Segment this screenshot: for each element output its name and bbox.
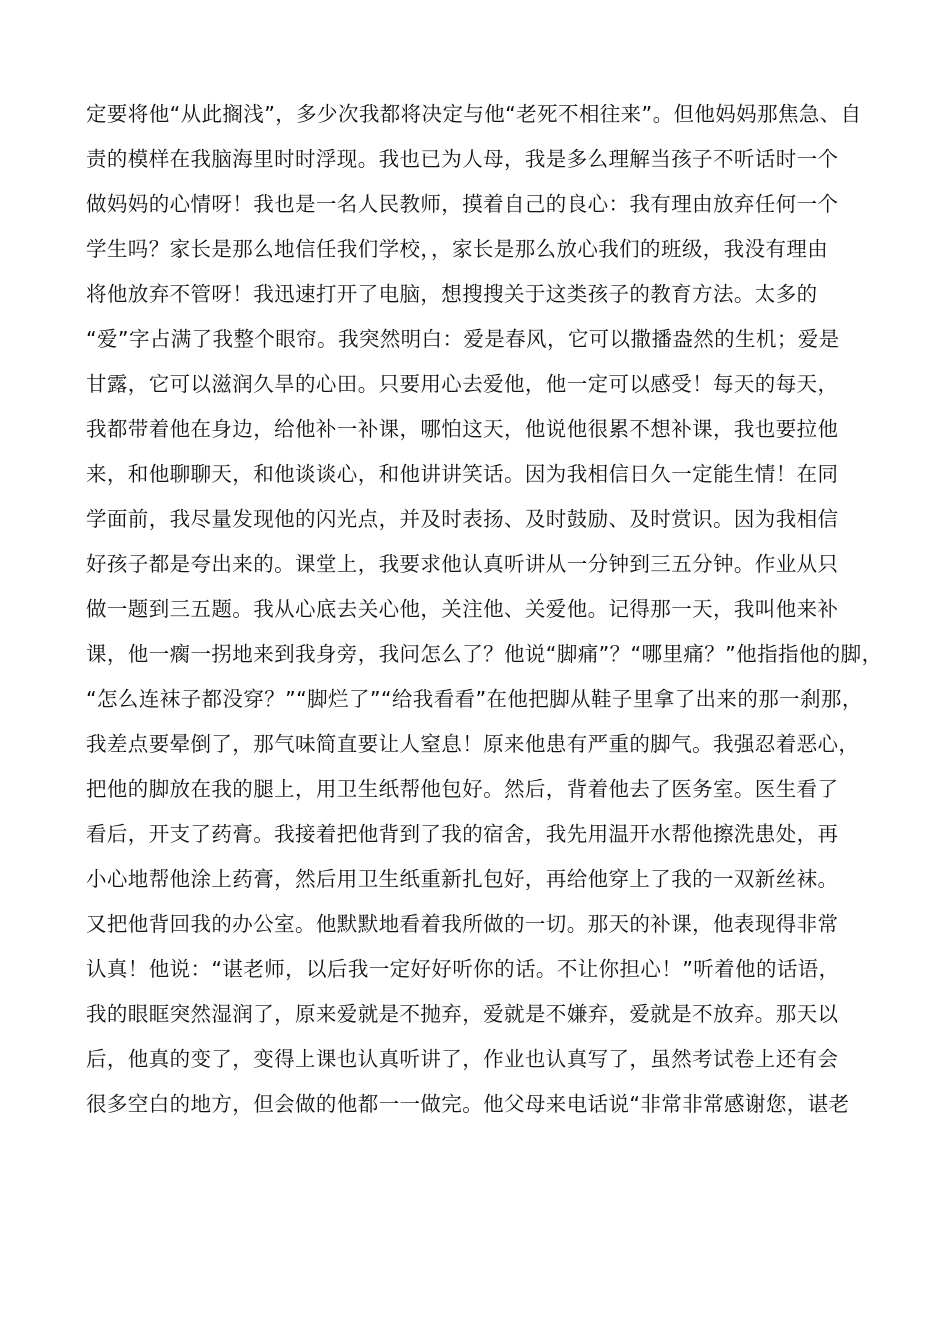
text-line: 来，和他聊聊天，和他谈谈心，和他讲讲笑话。因为我相信日久一定能生情！在同 xyxy=(86,462,839,486)
text-line: 我的眼眶突然湿润了，原来爱就是不抛弃，爱就是不嫌弃，爱就是不放弃。那天以 xyxy=(86,1002,839,1026)
text-line: 学生吗？家长是那么地信任我们学校，，家长是那么放心我们的班级，我没有理由 xyxy=(86,237,829,261)
text-line: “爱”字占满了我整个眼帘。我突然明白：爱是春风，它可以撒播盎然的生机；爱是 xyxy=(86,327,840,351)
text-line: 做一题到三五题。我从心底去关心他，关注他、关爱他。记得那一天，我叫他来补 xyxy=(86,597,839,621)
text-line: 好孩子都是夸出来的。课堂上，我要求他认真听讲从一分钟到三五分钟。作业从只 xyxy=(86,552,839,576)
text-line: 学面前，我尽量发现他的闪光点，并及时表扬、及时鼓励、及时赏识。因为我相信 xyxy=(86,507,839,531)
text-line: 课，他一瘸一拐地来到我身旁，我问怎么了？他说“脚痛”？“哪里痛？”他指指他的脚， xyxy=(86,642,883,666)
text-line: 责的模样在我脑海里时时浮现。我也已为人母，我是多么理解当孩子不听话时一个 xyxy=(86,147,839,171)
text-line: 我都带着他在身边，给他补一补课，哪怕这天，他说他很累不想补课，我也要拉他 xyxy=(86,417,839,441)
text-line: 又把他背回我的办公室。他默默地看着我所做的一切。那天的补课，他表现得非常 xyxy=(86,912,839,936)
text-line: 后，他真的变了，变得上课也认真听讲了，作业也认真写了，虽然考试卷上还有会 xyxy=(86,1047,839,1071)
text-line: 做妈妈的心情呀！我也是一名人民教师，摸着自己的良心：我有理由放弃任何一个 xyxy=(86,192,839,216)
text-line: 将他放弃不管呀！我迅速打开了电脑，想搜搜关于这类孩子的教育方法。太多的 xyxy=(86,282,818,306)
text-line: 甘露，它可以滋润久旱的心田。只要用心去爱他，他一定可以感受！每天的每天， xyxy=(86,372,839,396)
text-line: 我差点要晕倒了，那气味简直要让人窒息！原来他患有严重的脚气。我强忍着恶心， xyxy=(86,732,860,756)
document-page xyxy=(86,92,886,1127)
text-line: 小心地帮他涂上药膏，然后用卫生纸重新扎包好，再给他穿上了我的一双新丝袜。 xyxy=(86,867,839,891)
text-line: 看后，开支了药膏。我接着把他背到了我的宿舍，我先用温开水帮他擦洗患处，再 xyxy=(86,822,839,846)
text-line: “怎么连袜子都没穿？”“脚烂了”“给我看看”在他把脚从鞋子里拿了出来的那一刹那， xyxy=(86,687,863,711)
text-line: 很多空白的地方，但会做的他都一一做完。他父母来电话说“非常非常感谢您，谌老 xyxy=(86,1092,850,1116)
text-line: 定要将他“从此搁浅”，多少次我都将决定与他“老死不相往来”。但他妈妈那焦急、自 xyxy=(86,102,862,126)
text-line: 认真！他说：“谌老师，以后我一定好好听你的话。不让你担心！”听着他的话语， xyxy=(86,957,840,981)
text-line: 把他的脚放在我的腿上，用卫生纸帮他包好。然后，背着他去了医务室。医生看了 xyxy=(86,777,839,801)
